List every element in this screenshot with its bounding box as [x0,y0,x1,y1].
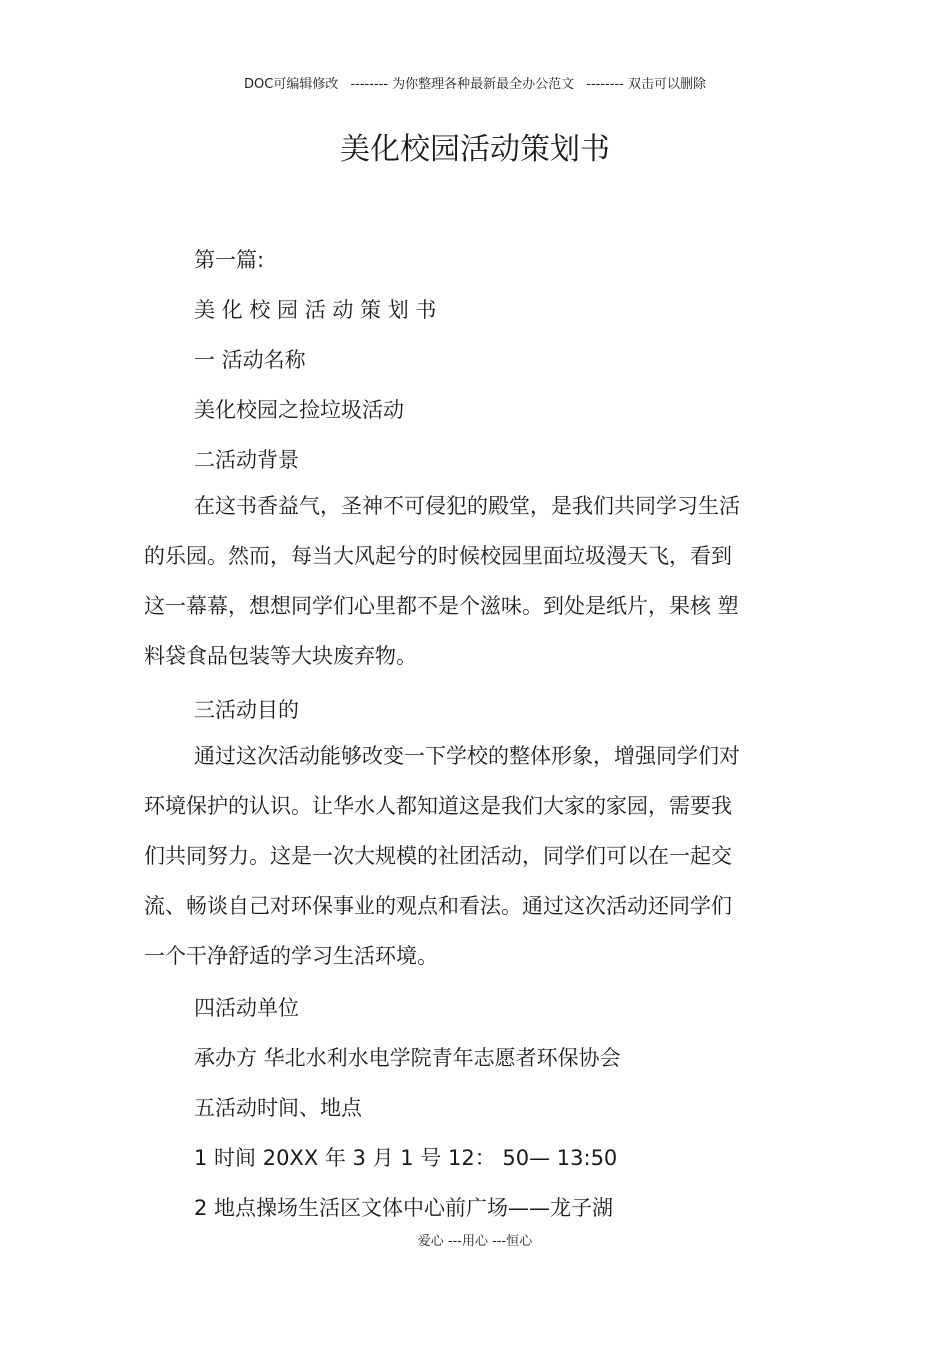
section-text-organizer: 承办方 华北水利水电学院青年志愿者环保协会 [194,1046,621,1070]
section-heading-background: 二活动背景 [194,448,299,472]
header-middle-text: -------- 为你整理各种最新最全办公范文 [350,77,575,92]
chapter-label: 第一篇: [194,248,265,272]
header-right-text: -------- 双击可以删除 [586,77,706,92]
section-text-time: 1 时间 20XX 年 3 月 1 号 12： 50— 13:50 [194,1146,618,1170]
paragraph-background-text: 在这书香益气，圣神不可侵犯的殿堂，是我们共同学习生活的乐园。然而，每当大风起兮的时候校园里面垃圾漫天飞，看到这一幕幕，想想同学们心里都不是个滋味。到处是纸片，果核 塑料袋食品包装等大块废弃物。 [144,494,740,668]
section-heading-organizer: 四活动单位 [194,996,299,1020]
paragraph-background [144,481,750,681]
page-footer: 爱心 ---用心 ---恒心 [417,1234,533,1249]
paragraph-purpose-text: 通过这次活动能够改变一下学校的整体形象，增强同学们对环境保护的认识。让华水人都知道这是我们大家的家园，需要我们共同努力。这是一次大规模的社团活动，同学们可以在一起交流、畅谈自己对环保事业的观点和看法。通过这次活动还同学们一个干净舒适的学习生活环境。 [144,744,740,968]
section-heading-name: 一 活动名称 [194,348,306,372]
document-title: 美化校园活动策划书 [340,132,610,167]
section-text-place: 2 地点操场生活区文体中心前广场——龙子湖 [194,1196,614,1220]
section-heading-purpose: 三活动目的 [194,698,299,722]
chapter-title: 美 化 校 园 活 动 策 划 书 [194,298,437,322]
section-text-name: 美化校园之捡垃圾活动 [194,398,404,422]
paragraph-purpose [144,731,750,981]
page-header [0,73,950,92]
header-doc-label: DOC可编辑修改 [244,77,339,92]
section-heading-time-place: 五活动时间、地点 [194,1096,362,1120]
